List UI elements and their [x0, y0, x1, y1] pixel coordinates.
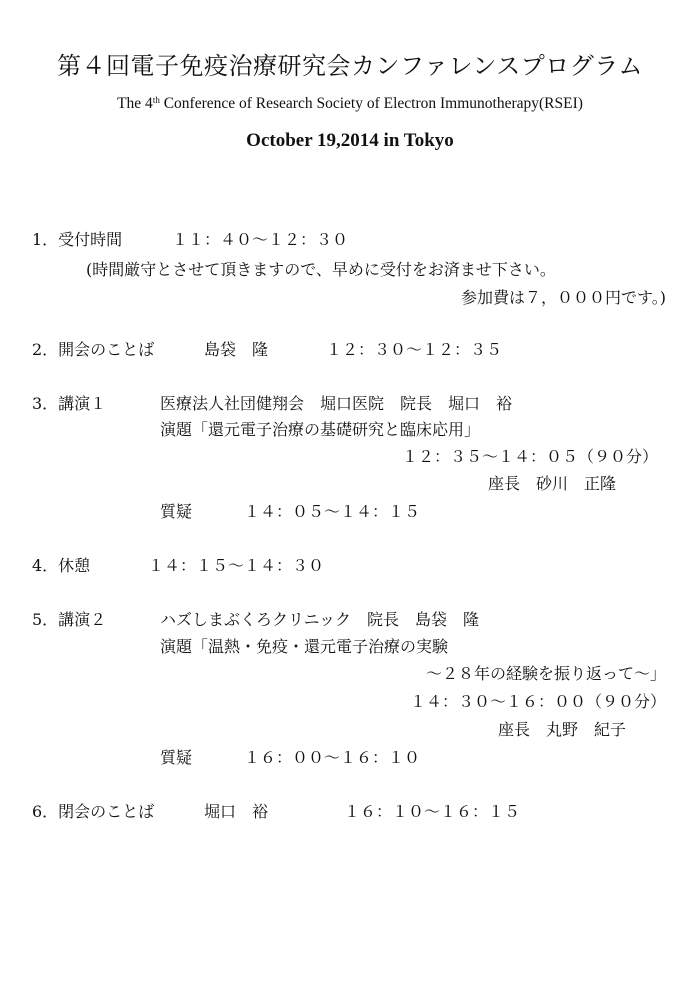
item5-topic-1: 演題「温熱・免疫・還元電子治療の実験: [160, 637, 449, 656]
item2-time: １２：３０～１２：３５: [326, 340, 503, 359]
item5-chair: 座長 丸野 紀子: [497, 720, 626, 739]
item2-speaker: 島袋 隆: [204, 340, 269, 359]
item6-speaker: 堀口 裕: [204, 802, 269, 821]
item1-note-2: 参加費は７，０００円です。): [461, 288, 666, 307]
item3-label: 3．講演１: [32, 394, 107, 413]
item1-label: 1．受付時間: [32, 230, 123, 249]
item6-label: 6．閉会のことば: [32, 802, 155, 821]
item3-chair: 座長 砂川 正隆: [487, 474, 616, 493]
item4-label: 4．休憩: [32, 556, 91, 575]
item2-label: 2．開会のことば: [32, 340, 155, 359]
item5-topic-2: ～２８年の経験を振り返って～」: [425, 664, 666, 683]
item1-note-1: (時間厳守とさせて頂きますので、早めに受付をお済ませ下さい。: [86, 260, 556, 279]
english-title: [0, 95, 700, 113]
item5-affiliation: ハズしまぶくろクリニック 院長 島袋 隆: [160, 610, 480, 629]
page-title: 第４回電子免疫治療研究会カンファレンスプログラム: [57, 52, 643, 80]
item3-affiliation: 医療法人社団健翔会 堀口医院 院長 堀口 裕: [160, 394, 513, 413]
item1-time: １１：４０～１２：３０: [172, 230, 349, 249]
item5-label: 5．講演２: [32, 610, 107, 629]
english-title-suffix: Conference of Research Society of Electron Immunotherapy(RSEI): [159, 95, 583, 112]
item3-topic: 演題「還元電子治療の基礎研究と臨床応用」: [160, 420, 481, 439]
english-title-prefix: The 4: [117, 95, 153, 112]
item4-time: １４：１５～１４：３０: [148, 556, 325, 575]
item5-time: １４：３０～１６：００（９０分）: [409, 692, 666, 711]
english-title-superscript: th: [152, 95, 160, 105]
item3-qa-time: １４：０５～１４：１５: [244, 502, 421, 521]
item5-qa-time: １６：００～１６：１０: [244, 748, 421, 767]
item3-qa-label: 質疑: [160, 502, 193, 521]
event-date: October 19,2014 in Tokyo: [246, 130, 454, 151]
item6-time: １６：１０～１６：１５: [344, 802, 521, 821]
item5-qa-label: 質疑: [160, 748, 193, 767]
item3-time: １２：３５～１４：０５（９０分）: [401, 447, 658, 466]
